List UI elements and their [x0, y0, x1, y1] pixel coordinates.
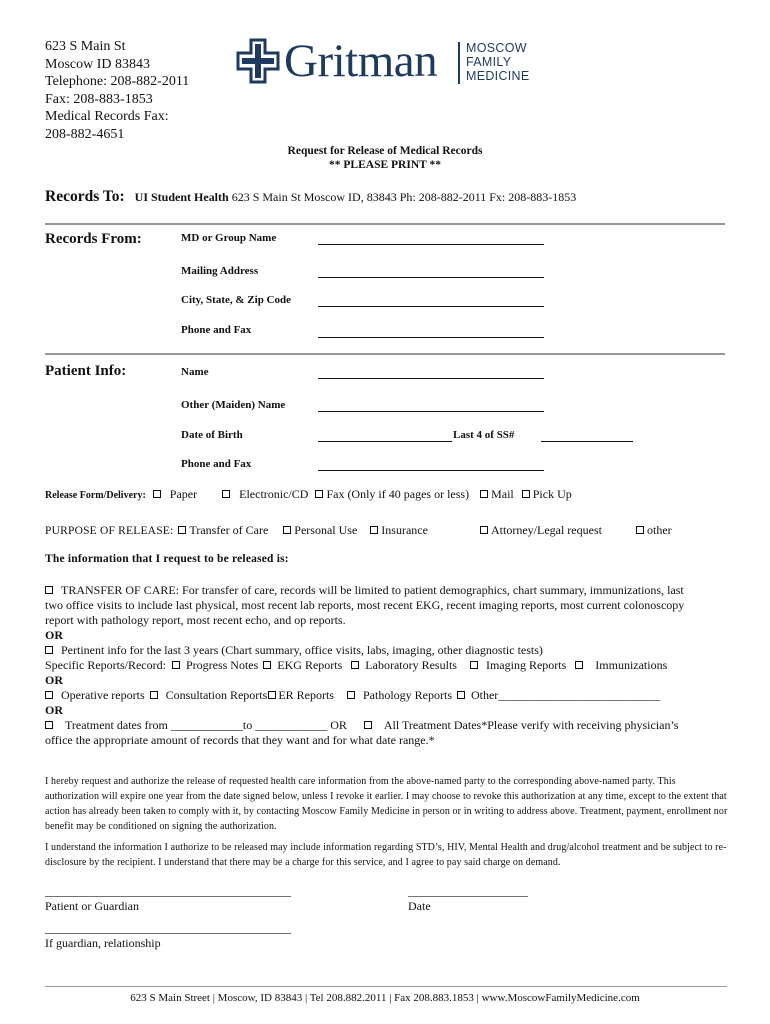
fax-checkbox[interactable] [315, 490, 323, 498]
insurance-checkbox[interactable] [370, 526, 378, 534]
patient-signature-label: Patient or Guardian [45, 899, 139, 913]
purpose-row-right [480, 523, 602, 538]
purpose-row [45, 523, 428, 538]
logo-wordmark: Gritman [284, 35, 438, 87]
or-2: OR [45, 673, 63, 687]
paper-option: Paper [169, 487, 198, 501]
other-purpose-checkbox[interactable] [636, 526, 644, 534]
imaging-option: Imaging Reports [485, 658, 567, 672]
progress-notes-checkbox[interactable] [172, 661, 180, 669]
attorney-option: Attorney/Legal request [491, 523, 602, 537]
logo-sub-2: FAMILY [466, 55, 512, 69]
immunizations-checkbox[interactable] [575, 661, 583, 669]
personal-use-option: Personal Use [294, 523, 358, 537]
authorization-paragraph: I hereby request and authorize the release of requested health care information from the above-named party to the corresponding above-named party. This authorization will expire one year from the date signed below, unless I revoke it earlier. I may choose to revoke this authorization at any time, except to the extent that action has already been taken to comply with it, by contacting Moscow Family Medicine in person or in writing to address above. Treatment, payment, enrollment nor benefit may be conditioned on signing the authorization. [45, 776, 728, 832]
understanding-paragraph: I understand the information I authorize to be released may include information regarding STD’s, HIV, Mental Health and drug/alcohol treatment and be subject to re-disclosure by the recipient. I understand that there may be a charge for this service, and I agree to pay said charge on demand. [45, 842, 727, 868]
transfer-of-care-block [45, 583, 684, 748]
maiden-name-label: Other (Maiden) Name [181, 399, 286, 411]
electronic-checkbox[interactable] [222, 490, 230, 498]
divider-2 [45, 353, 725, 355]
er-option: ER Reports [278, 688, 334, 702]
transfer-of-care-option: Transfer of Care [189, 523, 269, 537]
information-heading: The information that I request to be released is: [45, 553, 289, 565]
imaging-checkbox[interactable] [470, 661, 478, 669]
electronic-option: Electronic/CD [239, 487, 309, 501]
dob-field[interactable] [318, 441, 452, 442]
divider-1 [45, 223, 725, 225]
treatment-line-2: office the appropriate amount of records that they want and for what date range.* [45, 733, 435, 747]
page-footer: 623 S Main Street | Moscow, ID 83843 | Tel 208.882.2011 | Fax 208.883.1853 | www.MoscowFamilyMedicine.com [130, 992, 640, 1004]
transfer-of-care-checkbox[interactable] [178, 526, 186, 534]
ss-field[interactable] [541, 441, 633, 442]
patient-name-label: Name [181, 366, 209, 378]
dob-label: Date of Birth [181, 429, 243, 441]
medical-cross-icon [236, 38, 280, 84]
ss-label: Last 4 of SS# [453, 429, 515, 441]
clinic-address [45, 38, 189, 144]
logo-divider [458, 42, 460, 84]
immunizations-option: Immunizations [595, 658, 668, 672]
pathology-checkbox[interactable] [347, 691, 355, 699]
records-from-phone-label: Phone and Fax [181, 324, 252, 336]
mailing-address-field[interactable] [318, 277, 544, 278]
transfer-care-records-checkbox[interactable] [45, 586, 53, 594]
attorney-checkbox[interactable] [480, 526, 488, 534]
records-to-details: 623 S Main St Moscow ID, 83843 Ph: 208-882-2011 Fx: 208-883-1853 [228, 190, 577, 204]
city-state-zip-field[interactable] [318, 306, 544, 307]
release-delivery-label: Release Form/Delivery: [45, 490, 146, 501]
purpose-label: PURPOSE OF RELEASE: [45, 525, 174, 537]
pathology-option: Pathology Reports [362, 688, 452, 702]
mail-checkbox[interactable] [480, 490, 488, 498]
other-purpose-option: other [647, 523, 672, 537]
mailing-address-label: Mailing Address [181, 265, 259, 277]
logo-subtitle [466, 41, 530, 83]
pickup-option: Pick Up [532, 487, 572, 501]
fax-option: Fax (Only if 40 pages or less) [326, 487, 470, 501]
records-to-row [45, 188, 576, 206]
consultation-option: Consultation Reports [165, 688, 268, 702]
pertinent-text: Pertinent info for the last 3 years (Chart summary, office visits, labs, imaging, other diagnostic tests) [61, 643, 543, 657]
address-fax: Fax: 208-883-1853 [45, 91, 153, 107]
records-to-label: Records To: [45, 188, 125, 205]
date-label: Date [408, 899, 431, 913]
ekg-checkbox[interactable] [263, 661, 271, 669]
er-checkbox[interactable] [268, 691, 276, 699]
patient-signature-line[interactable]: _________________________________________ [45, 884, 291, 898]
lab-results-checkbox[interactable] [351, 661, 359, 669]
address-records-fax: 208-882-4651 [45, 126, 125, 142]
other-report-option: Other___________________________ [470, 688, 661, 702]
city-state-zip-label: City, State, & Zip Code [181, 294, 291, 306]
address-city: Moscow ID 83843 [45, 56, 150, 72]
md-group-name-field[interactable] [318, 244, 544, 245]
form-subtitle: ** PLEASE PRINT ** [329, 159, 441, 171]
md-group-name-label: MD or Group Name [181, 232, 277, 244]
operative-option: Operative reports [61, 688, 145, 702]
form-title: Request for Release of Medical Records [287, 145, 483, 157]
all-treatment-text: All Treatment Dates*Please verify with receiving physician’s [383, 718, 679, 732]
personal-use-checkbox[interactable] [283, 526, 291, 534]
ekg-option: EKG Reports [277, 658, 343, 672]
paper-checkbox[interactable] [153, 490, 161, 498]
maiden-name-field[interactable] [318, 411, 544, 412]
records-to-name: UI Student Health [134, 190, 229, 204]
purpose-other-wrap [636, 523, 672, 538]
address-telephone: Telephone: 208-882-2011 [45, 74, 190, 90]
patient-phone-field[interactable] [318, 470, 544, 471]
pertinent-checkbox[interactable] [45, 646, 53, 654]
consultation-checkbox[interactable] [150, 691, 158, 699]
date-line[interactable]: ____________________ [408, 884, 528, 898]
address-street: 623 S Main St [45, 39, 126, 54]
lab-results-option: Laboratory Results [365, 658, 457, 672]
mail-option: Mail [491, 487, 514, 501]
transfer-line-1: TRANSFER OF CARE: For transfer of care, records will be limited to patient demographics, chart summary, immunizations, last [61, 583, 684, 597]
progress-notes-option: Progress Notes [185, 658, 259, 672]
transfer-line-3: report with pathology report, most recent echo, and op reports. [45, 613, 346, 627]
insurance-option: Insurance [381, 523, 428, 537]
patient-name-field[interactable] [318, 378, 544, 379]
logo-sub-1: MOSCOW [466, 41, 527, 55]
records-from-label: Records From: [45, 231, 142, 247]
guardian-relationship-line[interactable]: _________________________________________ [45, 921, 291, 935]
patient-info-label: Patient Info: [45, 363, 127, 379]
or-1: OR [45, 628, 63, 642]
records-from-phone-field[interactable] [318, 337, 544, 338]
logo-sub-3: MEDICINE [466, 69, 530, 83]
or-3: OR [45, 703, 63, 717]
transfer-line-2: two office visits to include last physical, most recent lab reports, most recent EKG, recent imaging reports, most current colonoscopy [45, 598, 685, 612]
guardian-relationship-label: If guardian, relationship [45, 936, 161, 950]
specific-label: Specific Reports/Record: [45, 658, 166, 672]
release-delivery-row [45, 487, 572, 502]
address-records-fax-label: Medical Records Fax: [45, 109, 169, 125]
treatment-dates-checkbox[interactable] [45, 721, 53, 729]
patient-phone-label: Phone and Fax [181, 458, 252, 470]
footer-divider [45, 986, 727, 987]
all-treatment-checkbox[interactable] [364, 721, 372, 729]
pickup-checkbox[interactable] [522, 490, 530, 498]
treatment-dates-text: Treatment dates from ____________to ____________ OR [65, 718, 347, 732]
other-report-checkbox[interactable] [457, 691, 465, 699]
operative-checkbox[interactable] [45, 691, 53, 699]
